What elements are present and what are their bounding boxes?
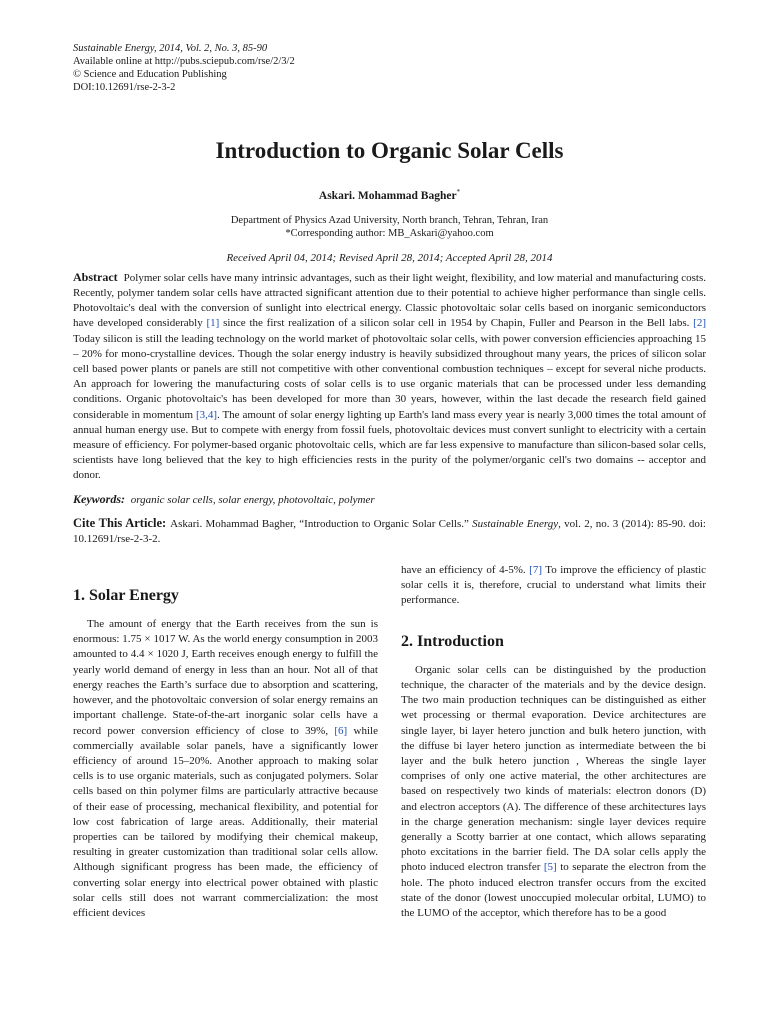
section-2-paragraph <box>401 663 706 921</box>
reference-link-1[interactable]: [1] <box>206 317 220 330</box>
section-1-continuation <box>401 563 706 609</box>
cite-this-article <box>73 516 706 547</box>
author-mark: * <box>456 188 461 196</box>
reference-link-7[interactable]: [7] <box>529 564 542 577</box>
cite-journal: Sustainable Energy <box>472 517 559 530</box>
section-1-text-2: while commercially available solar panels, have a significantly lower efficiency of around 15–20%. Another approach to making solar cells is to use organic materials, such as conjugated polymers. Solar cells based on thin polymer films are particularly attractive because of their ease of processing, mechanical flexibility, and potential for low cost fabrication of large areas. Additionally, their material properties can be tailored by modifying their chemical makeup, resulting in greater customization than traditional solar cells allow. Although significant progress has been made, the efficiency of converting solar energy into electrical power obtained with plastic solar cells still does not warrant commercialization: the most efficient devices <box>73 724 378 919</box>
abstract <box>73 270 706 484</box>
reference-link-6[interactable]: [6] <box>334 724 348 737</box>
reference-link-2[interactable]: [2] <box>693 317 706 330</box>
journal-info <box>73 42 706 94</box>
left-column <box>73 563 378 921</box>
section-title-solar-energy: 1. Solar Energy <box>73 587 179 605</box>
abstract-text-4: . The amount of solar energy lighting up Earth's land mass every year is nearly 3,000 times the total amount of annual human energy use. But to compete with energy from fossil fuels, photovoltaic devices must convert sunlight to electricity with a certain measure of efficiency. For polymer-based organic photovoltaic cells, which are far less expensive to manufacture than silicon-based solar cells, scientists have long believed that the key to high efficiencies rests in the purity of the polymer/organic cell's two domains -- acceptor and donor. <box>73 408 706 482</box>
section-1-cont-text-2: To improve the efficiency of plastic solar cells it is, therefore, crucial to understand what limits their performance. <box>401 564 707 607</box>
abstract-text-3: Today silicon is still the leading technology on the world market of photovoltaic solar cells, with power conversion efficiencies approaching 15 – 20% for mono-crystalline devices. Though the solar energy industry is heavily subsidized throughout many years, the prices of silicon solar cell based power plants or panels are still not competitive with other conventional combustion techniques – except for several niche products. An approach for lowering the manufacturing costs of solar cells is to use organic materials that can be processed under less demanding conditions. Organic photovoltaic's has been developed for more than 30 years, however, within the last decade the research field gained considerable in momentum <box>73 332 706 421</box>
section-2-text-1: Organic solar cells can be distinguished by the production technique, the character of the materials and by the device design. The two main production techniques can be distinguished as either wet processing or thermal evaporation. Device architectures are single layer, bi layer hetero junction and bulk hetero junction, with the diffuse bi layer hetero junction as intermediate between the bi layer and the bulk hetero junction , Whereas the single layer comprises of only one active material, the other architectures are based on respectively two kinds of materials: electron donors (D) and electron acceptors (A). The difference of these architectures lays in the charge generation mechanism: single layer devices require generally a Scotty barrier at one contact, which allows separating photo excitations in the barrier field. The DA solar cells apply the photo induced electron transfer <box>401 663 706 874</box>
online-availability-line: Available online at http://pubs.sciepub.com/rse/2/3/2 <box>73 56 295 67</box>
cite-text-1: Askari. Mohammad Bagher, “Introduction to Organic Solar Cells.” <box>170 517 473 530</box>
affiliation-block <box>73 214 706 240</box>
section-2-text-2: to separate the electron from the hole. The photo induced electron transfer occurs from the excited state of the donor (lowest unoccupied molecular orbital, LUMO) to the LUMO of the acceptor, which therefore has to be a good <box>401 861 706 919</box>
affiliation: Department of Physics Azad University, North branch, Tehran, Tehran, Iran <box>230 214 549 226</box>
publisher-line: © Science and Education Publishing <box>73 69 227 80</box>
body-columns <box>73 563 706 921</box>
received-dates: Received April 04, 2014; Revised April 28, 2014; Accepted April 28, 2014 <box>226 251 553 264</box>
author-name: Askari. Mohammad Bagher <box>318 189 457 202</box>
section-1-paragraph <box>73 617 378 921</box>
doi-line: DOI:10.12691/rse-2-3-2 <box>73 82 176 93</box>
cite-text-2: , vol. 2, no. 3 (2014): 85-90. doi: 10.12691/rse-2-3-2. <box>73 517 706 545</box>
cite-label: Cite This Article: <box>73 515 167 530</box>
reference-link-3-4[interactable]: [3,4] <box>195 408 218 421</box>
reference-link-5[interactable]: [5] <box>543 861 557 874</box>
journal-citation-line: Sustainable Energy, 2014, Vol. 2, No. 3, 85-90 <box>73 43 268 54</box>
section-title-introduction: 2. Introduction <box>401 632 504 650</box>
abstract-text-1: Polymer solar cells have many intrinsic advantages, such as their light weight, flexibility, and low material and manufacturing costs. Recently, polymer tandem solar cells have attracted significant attention due to their potential to achieve higher performance than single cells. Photovoltaic's deal with the conversion of sunlight into electrical energy. Classic photovoltaic solar cells based on inorganic semiconductors have developed considerably <box>73 271 706 330</box>
abstract-text-2: since the first realization of a silicon solar cell in 1954 by Chapin, Fuller and Pearson in the Bell labs. <box>219 317 694 330</box>
abstract-label: Abstract <box>73 269 118 284</box>
article-title: Introduction to Organic Solar Cells <box>215 138 564 163</box>
keywords <box>73 492 706 507</box>
keywords-label: Keywords: <box>73 491 125 506</box>
section-1-cont-text-1: have an efficiency of 4-5%. <box>401 564 530 577</box>
section-1-text-1: The amount of energy that the Earth receives from the sun is enormous: 1.75 × 1017 W. As the world energy consumption in 2003 amounted to 4.4 × 1020 J, Earth receives enough energy to fulfill the yearly world demand of energy in less than an hour. Not all of that energy reaches the Earth’s surface due to absorption and scattering, however, and the photovoltaic conversion of solar energy remains an important challenge. State-of-the-art inorganic solar cells have a record power conversion efficiency of close to 39%, <box>73 618 378 737</box>
corresponding-author: *Corresponding author: MB_Askari@yahoo.com <box>285 227 494 239</box>
right-column <box>401 563 706 921</box>
keywords-values: organic solar cells, solar energy, photovoltaic, polymer <box>130 493 375 506</box>
author-line <box>73 188 706 202</box>
